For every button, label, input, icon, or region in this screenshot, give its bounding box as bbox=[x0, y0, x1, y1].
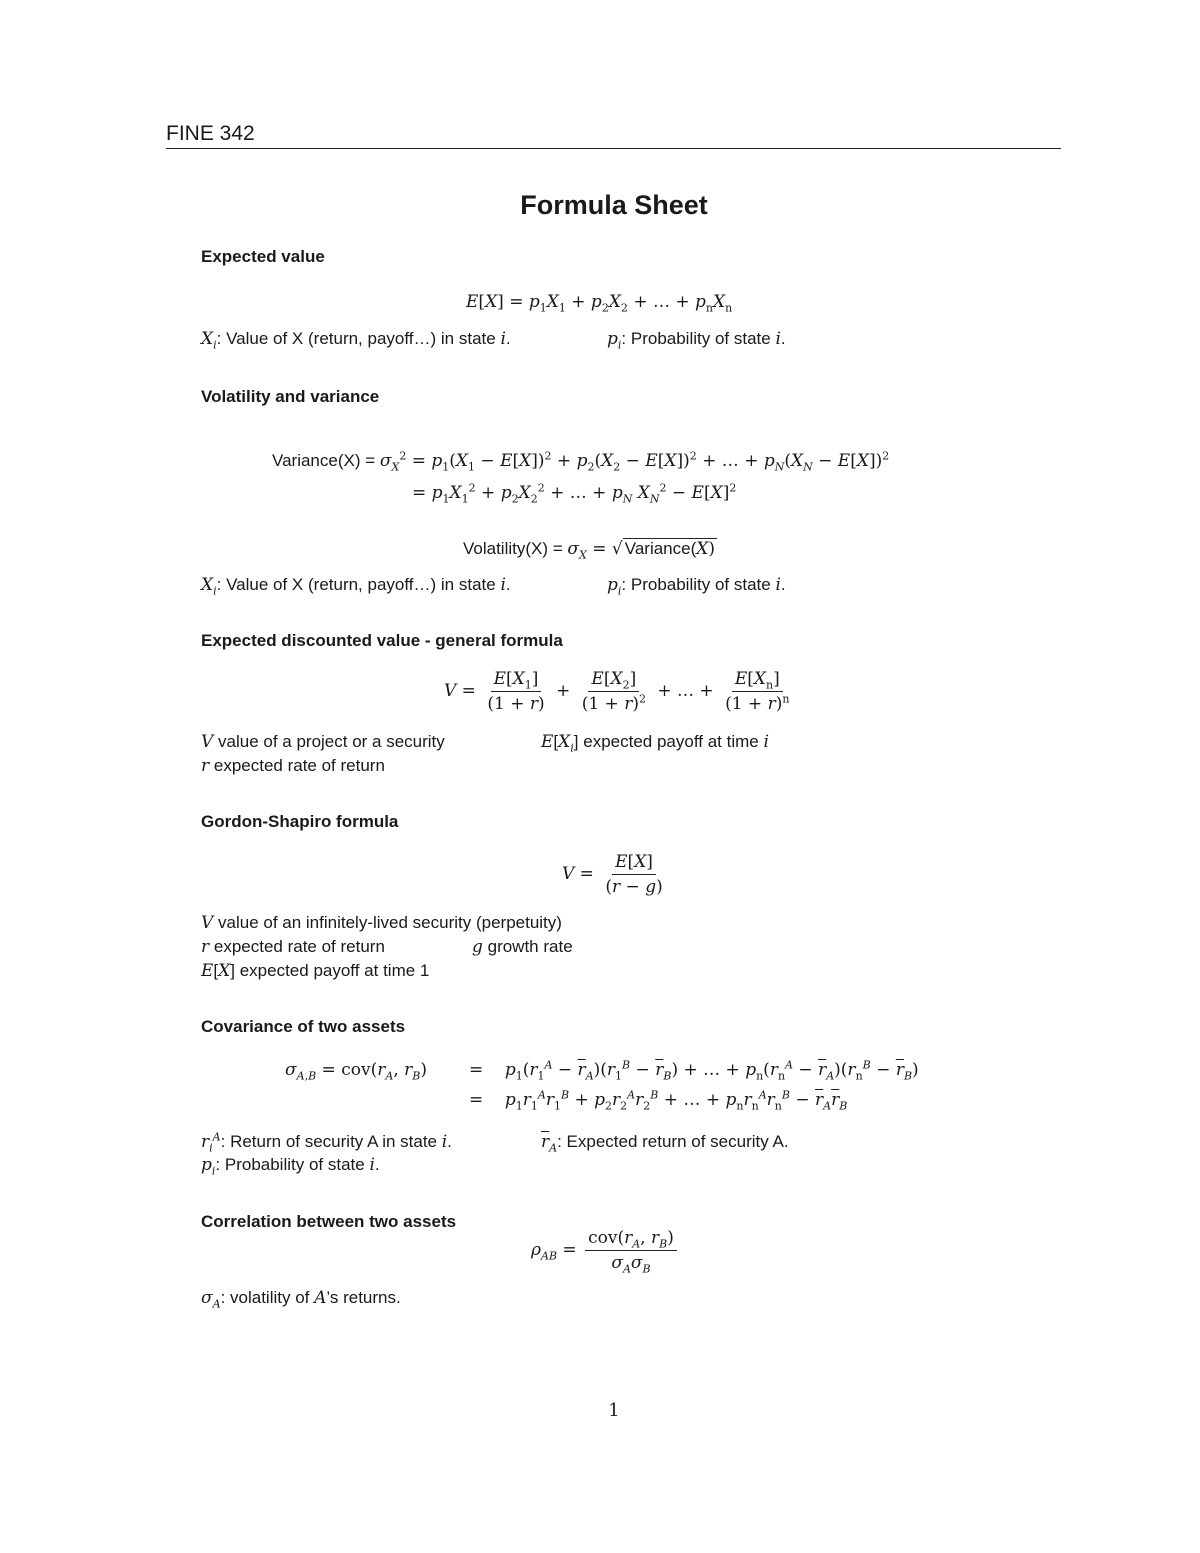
heading-gordon-shapiro: Gordon-Shapiro formula bbox=[201, 812, 399, 831]
definition-r: r expected rate of return bbox=[201, 756, 385, 776]
course-code: FINE 342 bbox=[166, 122, 255, 145]
definition-return: $r_i^A$: Return of security A in state i. bbox=[201, 1130, 452, 1155]
definition-expected-payoff: $E[X_i]$ expected payoff at time i bbox=[541, 732, 769, 755]
definition-expected-return: $\overline{r}_A$: Expected return of security A. bbox=[541, 1132, 789, 1155]
formula-variance-line2: = $p_1X_1^2 + p_2X_2^2$ + … + $p_N$ $X_N^2 - E[X]^2$ bbox=[412, 481, 737, 506]
formula-correlation: $\rho_{AB}$ = $\frac{cov(r_A, r_B)}{\sigma_A\sigma_B}$ bbox=[531, 1228, 680, 1273]
definition-x: $X_i$: Value of X (return, payoff…) in state i. bbox=[201, 575, 511, 598]
definition-p: $p_i$: Probability of state i. bbox=[201, 1155, 380, 1178]
formula-covariance-line1: $\sigma_{A,B} = cov(r_A$, $r_B$) bbox=[285, 1060, 428, 1083]
definition-g: g growth rate bbox=[472, 937, 573, 957]
formula-covariance-line2: = $p_1r_1^Ar_1^B + p_2r_2^Ar_2^B$ + … + $p_nr_n^Ar_n^B - \overline{r}_A\overline{r}_B$ bbox=[469, 1088, 848, 1113]
header-divider bbox=[166, 148, 1061, 149]
definition-v: V value of a project or a security bbox=[201, 732, 445, 752]
formula-expected-value: $E[X] = p_1X_1 + p_2X_2$ + … + $p_nX_n$ bbox=[466, 292, 733, 315]
heading-volatility: Volatility and variance bbox=[201, 387, 380, 406]
definition-p: $p_i$: Probability of state i. bbox=[607, 329, 786, 352]
formula-gordon-shapiro: V = $\frac{E[X]}{(r - g)}$ bbox=[562, 852, 663, 897]
formula-discounted-value: V = $\frac{E[X_1]}{(1 + r)}$ + $\frac{E[X_2]}{(1 + r)^2}$ + … + $\frac{E[X_n]}{(1 + r)^n}$ bbox=[444, 669, 790, 714]
page-title: Formula Sheet bbox=[520, 190, 708, 220]
definition-p: $p_i$: Probability of state i. bbox=[607, 575, 786, 598]
heading-correlation: Correlation between two assets bbox=[201, 1212, 457, 1231]
definition-v: V value of an infinitely-lived security (perpetuity) bbox=[201, 913, 562, 933]
formula-volatility: Volatility(X) = $\sigma_X$ = √ Variance(X) bbox=[463, 539, 715, 562]
heading-discounted-value: Expected discounted value - general formula bbox=[201, 631, 563, 650]
formula-covariance-line1-rhs: = $p_1(r_1^A - \overline{r}_A)(r_1^B - \overline{r}_B)$ + … + $p_n(r_n^A - \overline{r}_A)(r_n^B - \overline{r}_B)$ bbox=[469, 1058, 919, 1083]
definition-sigma: $\sigma_A$: volatility of A’s returns. bbox=[201, 1288, 401, 1311]
formula-variance-line1: Variance(X) = $\sigma_X^2 = p_1(X_1 - E[X])^2 + p_2(X_2 - E[X])^2$ + … + $p_N(X_N - E[X])^2$ bbox=[272, 449, 890, 474]
page-number: 1 bbox=[608, 1400, 620, 1421]
definition-x: $X_i$: Value of X (return, payoff…) in state i. bbox=[201, 329, 511, 352]
heading-expected-value: Expected value bbox=[201, 247, 325, 266]
heading-covariance: Covariance of two assets bbox=[201, 1017, 406, 1036]
definition-r: r expected rate of return bbox=[201, 937, 385, 957]
definition-expected-payoff: E[X] expected payoff at time 1 bbox=[201, 961, 430, 981]
